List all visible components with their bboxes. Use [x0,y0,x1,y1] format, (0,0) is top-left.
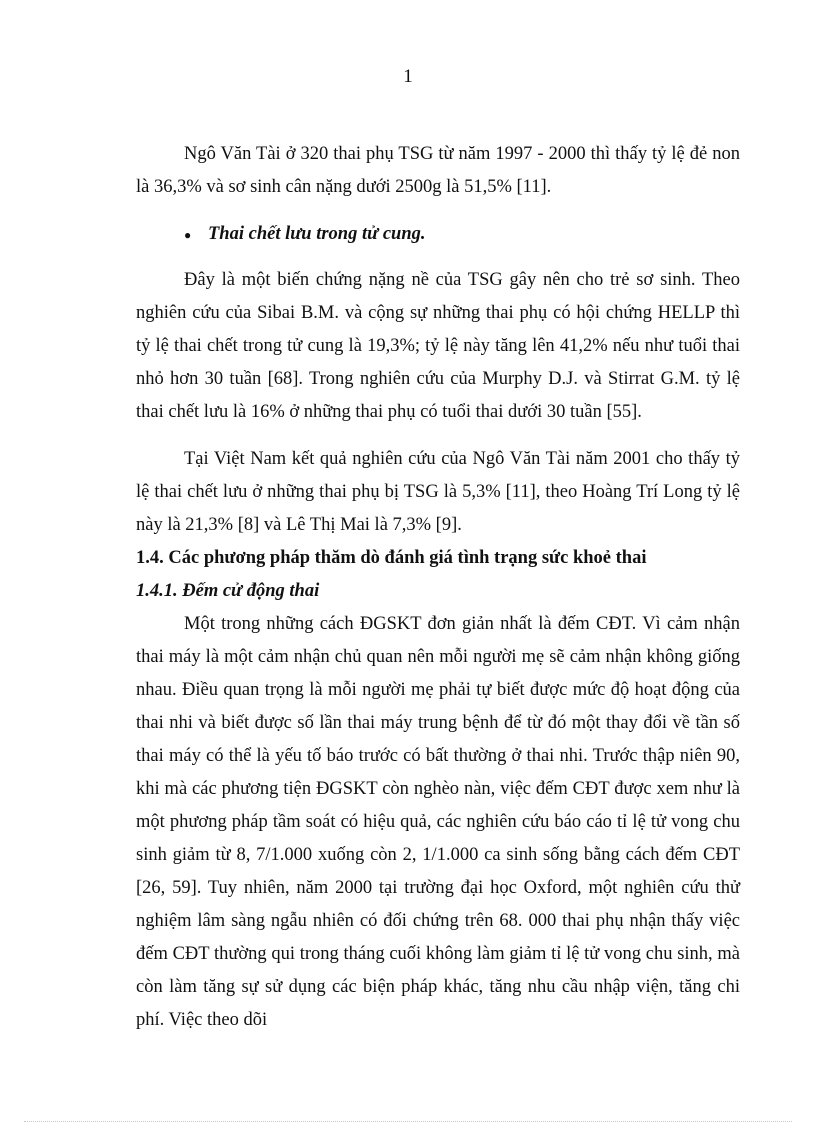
paragraph-preterm-birth: Ngô Văn Tài ở 320 thai phụ TSG từ năm 1997 - 2000 thì thấy tỷ lệ đẻ non là 36,3% và sơ sinh cân nặng dưới 2500g là 51,5% [11]. [136,144,740,197]
bullet-item-label: Thai chết lưu trong tử cung. [208,224,426,244]
paragraph-vietnam-results: Tại Việt Nam kết quả nghiên cứu của Ngô Văn Tài năm 2001 cho thấy tỷ lệ thai chết lưu ở những thai phụ bị TSG là 5,3% [11], theo Hoàng Trí Long tỷ lệ này là 21,3% [8] và Lê Thị Mai là 7,3% [9]. [136,449,740,535]
section-heading: 1.4. Các phương pháp thăm dò đánh giá tình trạng sức khoẻ thai [136,548,647,568]
paragraph-hellp-stillbirth: Đây là một biến chứng nặng nề của TSG gây nên cho trẻ sơ sinh. Theo nghiên cứu của Sibai B.M. và cộng sự những thai phụ có hội chứng HELLP thì tỷ lệ thai chết trong tử cung là 19,3%; tỷ lệ này tăng lên 41,2% nếu như tuổi thai nhỏ hơn 30 tuần [68]. Trong nghiên cứu của Murphy D.J. và Stirrat G.M. tỷ lệ thai chết lưu là 16% ở những thai phụ có tuổi thai dưới 30 tuần [55]. [136,270,740,422]
page-bottom-divider [24,1121,792,1122]
bullet-item-stillbirth [136,218,740,252]
bullet-dot-icon: ● [184,228,192,242]
paragraph-fetal-movement: Một trong những cách ĐGSKT đơn giản nhất là đếm CĐT. Vì cảm nhận thai máy là một cảm nhận chủ quan nên mỗi người mẹ sẽ cảm nhận không giống nhau. Điều quan trọng là mỗi người mẹ phải tự biết được mức độ hoạt động của thai nhi và biết được số lần thai máy trung bệnh để từ đó một thay đổi về tần số thai máy có thể là yếu tố báo trước có bất thường ở thai nhi. Trước thập niên 90, khi mà các phương tiện ĐGSKT còn nghèo nàn, việc đếm CĐT được xem như là một phương pháp tầm soát có hiệu quả, các nghiên cứu báo cáo tỉ lệ tử vong chu sinh giảm từ 8, 7/1.000 xuống còn 2, 1/1.000 ca sinh sống bằng cách đếm CĐT [26, 59]. Tuy nhiên, năm 2000 tại trường đại học Oxford, một nghiên cứu thử nghiệm lâm sàng ngẫu nhiên có đối chứng trên 68. 000 thai phụ nhận thấy việc đếm CĐT thường qui trong tháng cuối không làm giảm tỉ lệ tử vong chu sinh, mà còn làm tăng sự sử dụng các biện pháp khác, tăng nhu cầu nhập viện, tăng chi phí. Việc theo dõi [136,614,740,1030]
document-body [136,138,740,1037]
subsection-heading: 1.4.1. Đếm cử động thai [136,581,320,601]
page-number: 1 [403,66,413,87]
